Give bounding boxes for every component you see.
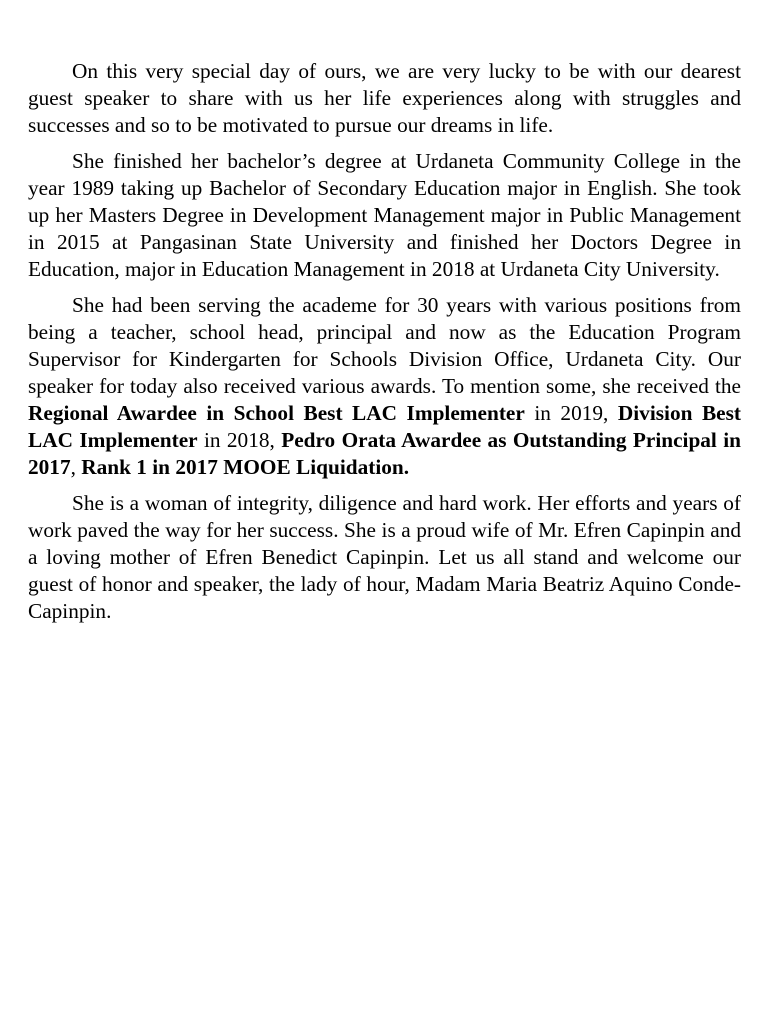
- award-mooe-liquidation: Rank 1 in 2017 MOOE Liquidation.: [81, 455, 410, 479]
- paragraph-introduction: On this very special day of ours, we are very lucky to be with our dearest guest speaker to share with us her life experiences along with struggles and successes and so to be motivated to pursue our dreams in life.: [28, 59, 741, 137]
- award-separator: ,: [70, 455, 82, 479]
- award-separator: in 2018,: [197, 428, 282, 452]
- document-page: [28, 58, 741, 634]
- paragraph-personal-welcome: She is a woman of integrity, diligence and hard work. Her efforts and years of work paved the way for her success. She is a proud wife of Mr. Efren Capinpin and a loving mother of Efren Benedict Capinpin. Let us all stand and welcome our guest of honor and speaker, the lady of hour, Madam Maria Beatriz Aquino Conde-Capinpin.: [28, 491, 741, 623]
- award-separator: in 2019,: [524, 401, 618, 425]
- award-regional-lac: Regional Awardee in School Best LAC Implementer: [28, 401, 525, 425]
- career-text: She had been serving the academe for 30 years with various positions from being a teacher, school head, principal and now as the Education Program Supervisor for Kindergarten for Schools Division Office, Urdaneta City. Our speaker for today also received various awards. To mention some, she received the: [28, 293, 741, 398]
- award-pedro-orata: Pedro Orata Awardee as Outstanding Principal in 2017: [28, 428, 741, 479]
- paragraph-career-awards: [28, 292, 741, 481]
- award-division-lac: Division Best LAC Implementer: [28, 401, 741, 452]
- paragraph-education: She finished her bachelor’s degree at Urdaneta Community College in the year 1989 taking up Bachelor of Secondary Education major in English. She took up her Masters Degree in Development Management major in Public Management in 2015 at Pangasinan State University and finished her Doctors Degree in Education, major in Education Management in 2018 at Urdaneta City University.: [28, 149, 741, 281]
